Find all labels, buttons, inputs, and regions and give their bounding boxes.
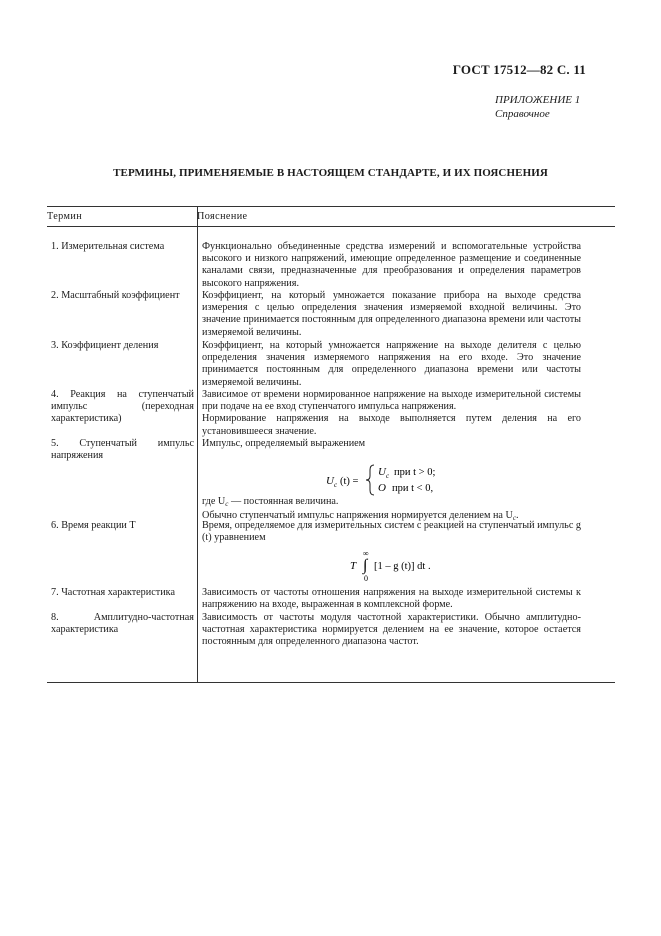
term-2: 2. Масштабный коэффициент bbox=[51, 290, 180, 301]
column-header-explanation: Пояснение bbox=[197, 211, 248, 222]
term-5: 5. Ступенчатый импульс напряжения bbox=[51, 438, 194, 462]
term-1: 1. Измерительная система bbox=[51, 241, 165, 252]
explanation-text: Зависимость от частоты модуля частотной характеристики. Обычно амплитудно-частотная характеристика нормируется делением на ее значение, которое остается постоянным для определенного диапазона частот. bbox=[202, 612, 581, 648]
explanation-text: Функционально объединенные средства измерений и вспомогательные устройства высокого и низкого напряжений, имеющие определенное размещение и соединенные каналами связи, предназначенные для преобразования и определения параметров высокого напряжения. bbox=[202, 241, 581, 289]
formula-graphic bbox=[326, 463, 476, 497]
explanation-text: Импульс, определяемый выражением bbox=[202, 438, 366, 449]
term-6: 6. Время реакции T bbox=[51, 520, 136, 531]
after-text: где U bbox=[202, 496, 226, 507]
term-3: 3. Коэффициент деления bbox=[51, 340, 159, 351]
after-text: Обычно ступенчатый импульс напряжения нормируется делением на U bbox=[202, 510, 513, 522]
integral-upper: ∞ bbox=[363, 549, 369, 558]
integrand: [1 – g (t)] dt . bbox=[374, 561, 431, 572]
after-sub: c bbox=[512, 514, 516, 523]
formula-graphic bbox=[350, 548, 460, 584]
explanation-2 bbox=[202, 290, 581, 339]
svg-text:U: U bbox=[378, 466, 386, 478]
column-header-term: Термин bbox=[47, 211, 83, 222]
explanation-text: Нормирование напряжения на выходе выполняется путем деления на его установившееся значение. bbox=[202, 413, 581, 437]
after-text: . bbox=[515, 510, 519, 522]
after-text: — постоянная величина. bbox=[228, 496, 339, 507]
appendix-block bbox=[495, 93, 580, 121]
explanation-5 bbox=[202, 438, 581, 450]
explanation-text: Коэффициент, на который умножается напряжение на выходе делителя с целью определения значения измеряемого напряжения на его входе. Это значение принимается постоянным для определенного диапазона времени или частоты измеряемой величины. bbox=[202, 340, 581, 388]
page-title: ТЕРМИНЫ, ПРИМЕНЯЕМЫЕ В НАСТОЯЩЕМ СТАНДАРТЕ, И ИХ ПОЯСНЕНИЯ bbox=[113, 167, 548, 179]
step-impulse-formula bbox=[326, 463, 476, 497]
explanation-text: Зависимое от времени нормированное напряжение на выходе измерительной системы при подаче на ее вход ступенчатого импульса напряжения. bbox=[202, 389, 581, 413]
page-header: ГОСТ 17512—82 С. 11 bbox=[452, 62, 586, 77]
reaction-time-formula bbox=[350, 548, 460, 584]
brace-icon bbox=[366, 465, 374, 495]
explanation-text: Зависимость от частоты отношения напряжения на выходе измерительной системы к напряжению на входе, выраженная в комплексной форме. bbox=[202, 587, 581, 611]
appendix-label: ПРИЛОЖЕНИЕ 1 bbox=[495, 94, 581, 106]
integral-lower: 0 bbox=[364, 574, 368, 583]
table-column-divider bbox=[197, 206, 198, 683]
term-4: 4. Реакция на ступенчатый импульс (переходная характеристика) bbox=[51, 389, 194, 425]
explanation-8 bbox=[202, 612, 581, 649]
svg-text:O: O bbox=[378, 482, 386, 494]
formula-case-1: при t > 0; bbox=[394, 467, 436, 478]
appendix-type: Справочное bbox=[495, 108, 550, 120]
formula-case-2: при t < 0, bbox=[392, 483, 434, 494]
explanation-text: Время, определяемое для измерительных систем с реакцией на ступенчатый импульс g (t) уравнением bbox=[202, 520, 581, 544]
explanation-text: Коэффициент, на который умножается показание прибора на выходе средства измерения с целью определения значения измеряемой входной величины. Это значение принимается постоянным для определенного диапазона времени или частоты измеряемой величины. bbox=[202, 290, 581, 338]
after-sub: c bbox=[225, 500, 229, 508]
svg-text:c: c bbox=[386, 472, 390, 480]
term-7: 7. Частотная характеристика bbox=[51, 587, 175, 598]
integral-sign-icon: ∫ bbox=[363, 557, 368, 574]
explanation-7 bbox=[202, 587, 581, 611]
formula-lhs-sub: c bbox=[334, 481, 338, 489]
table-header-rule bbox=[47, 226, 615, 227]
explanation-4 bbox=[202, 389, 581, 438]
table-top-rule bbox=[47, 206, 615, 207]
explanation-3 bbox=[202, 340, 581, 389]
term-8: 8. Амплитудно-частотная характеристика bbox=[51, 612, 194, 636]
table-bottom-rule bbox=[47, 682, 615, 683]
formula-lhs: U bbox=[326, 475, 334, 487]
explanation-6 bbox=[202, 520, 581, 544]
formula-lhs: T bbox=[350, 560, 357, 572]
explanation-1 bbox=[202, 241, 581, 290]
formula-lhs-arg: (t) = bbox=[340, 476, 359, 487]
